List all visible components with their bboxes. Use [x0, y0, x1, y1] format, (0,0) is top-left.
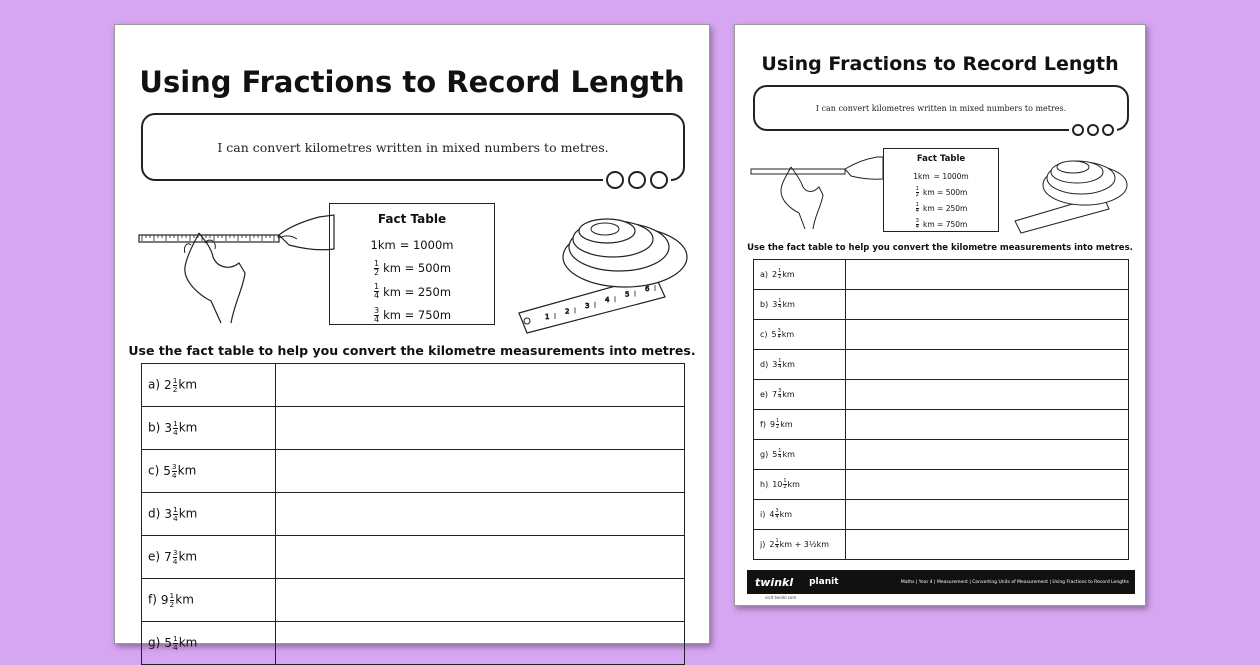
question-whole: 3 — [772, 360, 778, 369]
brand-logo: twinkl — [755, 575, 794, 589]
fact-numerator: 1 — [915, 201, 919, 208]
question-row — [142, 579, 685, 622]
fact-table-heading: Fact Table — [377, 212, 447, 226]
question-fraction — [173, 549, 178, 565]
question-whole: 9 — [769, 420, 776, 429]
fact-denominator: 2 — [373, 267, 380, 277]
question-cell — [754, 320, 846, 350]
question-numerator: 3 — [777, 328, 781, 335]
fact-value: km = 750m — [383, 308, 452, 323]
answer-input[interactable] — [846, 380, 1129, 410]
fact-denominator: 2 — [915, 191, 919, 198]
question-whole: 2 — [164, 377, 172, 392]
tape-number: 6 — [645, 285, 650, 293]
fact-fraction — [374, 260, 379, 277]
question-unit: km — [175, 592, 194, 607]
question-cell — [142, 536, 276, 579]
question-unit: km — [780, 420, 793, 429]
question-unit: km — [782, 450, 795, 459]
question-label: g) — [148, 635, 161, 650]
question-unit: km — [178, 506, 198, 521]
question-whole: 2 — [769, 540, 775, 549]
question-cell — [142, 407, 276, 450]
question-unit: km — [178, 420, 198, 435]
question-fraction — [778, 299, 781, 310]
question-denominator: 4 — [172, 513, 178, 523]
fact-table-small — [883, 148, 999, 232]
question-row — [754, 380, 1129, 410]
question-numerator: 3 — [778, 388, 782, 395]
fact-row — [884, 217, 998, 233]
fact-numerator: 1 — [915, 185, 919, 192]
question-row — [142, 622, 685, 665]
question-numerator: 3 — [172, 548, 178, 558]
question-unit: km — [782, 270, 795, 279]
question-row — [754, 290, 1129, 320]
question-denominator: 4 — [172, 642, 178, 652]
answer-input[interactable] — [846, 470, 1129, 500]
answer-input[interactable] — [276, 364, 685, 407]
question-numerator: 1 — [172, 634, 178, 644]
question-whole: 7 — [772, 390, 778, 399]
question-row — [142, 450, 685, 493]
fact-table — [329, 203, 495, 325]
question-denominator: 4 — [778, 394, 782, 400]
question-unit: km — [779, 510, 793, 519]
question-cell — [754, 410, 846, 440]
question-label: i) — [760, 510, 766, 519]
question-cell — [754, 470, 846, 500]
answer-input[interactable] — [846, 530, 1129, 560]
tape-number: 2 — [565, 307, 570, 316]
question-row — [754, 500, 1129, 530]
question-numerator: 1 — [778, 448, 782, 455]
tape-number: 1 — [545, 313, 550, 321]
hand-ruler-icon — [139, 205, 339, 325]
fact-value: km = 250m — [383, 284, 452, 299]
question-label: c) — [760, 330, 768, 339]
fact-denominator: 4 — [373, 314, 380, 324]
question-denominator: 2 — [169, 599, 175, 609]
question-denominator: 4 — [778, 304, 782, 310]
question-row — [754, 350, 1129, 380]
question-row — [142, 364, 685, 407]
question-fraction — [173, 635, 178, 651]
question-numerator: 1 — [172, 419, 178, 429]
question-whole: 5 — [164, 635, 172, 650]
question-fraction — [778, 449, 781, 460]
answer-table — [141, 363, 685, 665]
answer-input[interactable] — [846, 260, 1129, 290]
question-numerator: 1 — [778, 268, 782, 275]
question-unit: km — [178, 549, 198, 564]
question-fraction — [776, 419, 779, 430]
tape-number: 4 — [605, 296, 610, 305]
question-unit: km — [782, 360, 795, 369]
fact-fraction — [374, 307, 379, 324]
question-numerator: 1 — [776, 418, 780, 425]
answer-input[interactable] — [276, 493, 685, 536]
fact-value: = 1000m — [399, 237, 454, 252]
question-label: g) — [760, 450, 769, 459]
answer-input[interactable] — [846, 350, 1129, 380]
fact-value: km = 250m — [923, 203, 968, 213]
brand-tagline: planit — [809, 577, 839, 587]
question-cell — [754, 530, 846, 560]
question-cell — [142, 493, 276, 536]
question-denominator: 4 — [777, 334, 781, 340]
footer-breadcrumb: Maths | Year 4 | Measurement | Converting Units of Measurement | Using Fractions to Record Lengths — [900, 579, 1129, 585]
question-unit: km — [781, 330, 795, 339]
page-title-small: Using Fractions to Record Length — [761, 53, 1119, 75]
question-numerator: 3 — [171, 462, 177, 472]
tape-number: 3 — [585, 301, 590, 310]
question-cell — [142, 579, 276, 622]
question-cell — [754, 350, 846, 380]
fact-row — [884, 168, 998, 184]
question-numerator: 3 — [775, 508, 779, 515]
tape-measure-icon — [515, 205, 695, 335]
question-denominator: 4 — [171, 470, 177, 480]
question-fraction — [173, 377, 178, 393]
fact-row — [330, 233, 494, 257]
fact-denominator: 4 — [373, 291, 380, 301]
answer-input[interactable] — [276, 579, 685, 622]
question-whole: 7 — [164, 549, 172, 564]
question-numerator: 1 — [778, 298, 782, 305]
question-cell — [142, 364, 276, 407]
question-numerator: 1 — [783, 478, 787, 485]
question-numerator: 1 — [775, 538, 779, 545]
fact-value: = 1000m — [933, 171, 969, 181]
question-denominator: 4 — [172, 427, 178, 437]
question-fraction — [778, 359, 781, 370]
question-label: a) — [760, 270, 769, 279]
question-fraction — [778, 269, 781, 280]
question-denominator: 2 — [776, 424, 780, 430]
rings-decoration — [603, 171, 671, 189]
question-label: b) — [148, 420, 161, 435]
question-fraction — [173, 506, 178, 522]
question-label: f) — [148, 592, 157, 607]
question-whole: 4 — [769, 510, 775, 519]
fact-row — [884, 200, 998, 216]
question-whole: 5 — [772, 450, 778, 459]
question-denominator: 2 — [172, 384, 178, 394]
answer-input[interactable] — [846, 290, 1129, 320]
question-whole: 3 — [164, 506, 172, 521]
question-label: a) — [148, 377, 161, 392]
question-fraction — [778, 389, 781, 400]
fact-numerator: 3 — [373, 305, 380, 315]
question-unit: km — [782, 390, 795, 399]
fact-fraction — [916, 219, 919, 231]
question-label: c) — [148, 463, 160, 478]
fact-fraction — [916, 187, 919, 199]
question-fraction — [173, 420, 178, 436]
question-label: h) — [760, 480, 769, 489]
question-whole: 5 — [163, 463, 171, 478]
question-numerator: 1 — [778, 358, 782, 365]
question-whole: 9 — [160, 592, 169, 607]
instruction-text-small: Use the fact table to help you convert the kilometre measurements into metres. — [747, 243, 1133, 253]
question-numerator: 1 — [172, 505, 178, 515]
fact-value: km = 750m — [923, 220, 968, 230]
answer-input[interactable] — [276, 450, 685, 493]
question-label: b) — [760, 300, 769, 309]
question-row — [142, 493, 685, 536]
fact-table-heading-small: Fact Table — [916, 154, 966, 164]
fact-numerator: 3 — [915, 217, 919, 224]
question-unit: km — [178, 635, 198, 650]
question-unit: km — [177, 463, 197, 478]
fact-row — [330, 280, 494, 304]
question-fraction — [775, 509, 778, 520]
fact-row — [884, 184, 998, 200]
question-unit: km — [787, 480, 800, 489]
question-row — [142, 407, 685, 450]
answer-input[interactable] — [276, 622, 685, 665]
question-row — [754, 320, 1129, 350]
fact-numerator: 1 — [373, 282, 380, 292]
objective-box: I can convert kilometres written in mixed numbers to metres. — [141, 113, 685, 181]
tape-measure-icon-small — [1013, 151, 1133, 231]
question-cell — [142, 622, 276, 665]
question-fraction — [172, 463, 177, 479]
question-whole: 3 — [164, 420, 172, 435]
question-cell — [754, 260, 846, 290]
question-numerator: 1 — [172, 376, 178, 386]
hand-ruler-icon-small — [751, 149, 885, 229]
question-cell — [754, 380, 846, 410]
question-whole: 2 — [772, 270, 778, 279]
question-unit: km — [178, 377, 198, 392]
question-denominator: 4 — [775, 514, 779, 520]
objective-box-small: I can convert kilometres written in mixed numbers to metres. — [753, 85, 1129, 131]
answer-input[interactable] — [846, 320, 1129, 350]
question-label: e) — [148, 549, 161, 564]
answer-input[interactable] — [846, 440, 1129, 470]
fact-row — [330, 304, 494, 328]
footer-url: visit twinkl.com — [765, 595, 797, 600]
question-denominator: 2 — [778, 274, 782, 280]
answer-table-small — [753, 259, 1129, 560]
question-whole: 10 — [772, 480, 783, 489]
question-whole: 5 — [771, 330, 777, 339]
fact-row — [330, 257, 494, 281]
page-title: Using Fractions to Record Length — [139, 65, 685, 99]
worksheet-large — [114, 24, 710, 652]
question-row — [754, 440, 1129, 470]
fact-prefix: 1km — [913, 171, 930, 181]
question-label: f) — [760, 420, 766, 429]
question-row — [754, 470, 1129, 500]
question-cell — [754, 290, 846, 320]
answer-input[interactable] — [276, 407, 685, 450]
fact-fraction — [916, 203, 919, 215]
question-row — [754, 530, 1129, 560]
fact-value: km = 500m — [383, 261, 452, 276]
question-denominator: 2 — [783, 484, 787, 490]
answer-input[interactable] — [846, 500, 1129, 530]
question-row — [142, 536, 685, 579]
footer-bar — [747, 570, 1135, 594]
worksheet-small — [734, 24, 1146, 606]
question-fraction — [775, 539, 778, 550]
question-fraction — [170, 592, 175, 608]
fact-denominator: 4 — [915, 224, 919, 231]
question-whole: 3 — [772, 300, 778, 309]
fact-value: km = 500m — [923, 187, 968, 197]
answer-input[interactable] — [846, 410, 1129, 440]
question-label: d) — [760, 360, 769, 369]
fact-fraction — [374, 283, 379, 300]
question-fraction — [778, 329, 781, 340]
question-cell — [142, 450, 276, 493]
question-cell — [754, 500, 846, 530]
question-denominator: 4 — [172, 556, 178, 566]
fact-denominator: 4 — [915, 207, 919, 214]
question-denominator: 4 — [778, 454, 782, 460]
question-label: d) — [148, 506, 161, 521]
question-label: e) — [760, 390, 769, 399]
question-row — [754, 260, 1129, 290]
question-unit: km + 3½km — [779, 540, 830, 549]
question-denominator: 4 — [778, 364, 782, 370]
question-fraction — [783, 479, 786, 490]
fact-prefix: 1km — [370, 237, 396, 252]
rings-decoration-small — [1069, 124, 1117, 136]
question-cell — [754, 440, 846, 470]
tape-number: 5 — [625, 290, 630, 299]
instruction-text: Use the fact table to help you convert the kilometre measurements into metres. — [128, 343, 696, 358]
question-numerator: 1 — [169, 591, 175, 601]
question-row — [754, 410, 1129, 440]
answer-input[interactable] — [276, 536, 685, 579]
question-label: j) — [760, 540, 766, 549]
question-unit: km — [782, 300, 795, 309]
fact-numerator: 1 — [373, 258, 380, 268]
question-denominator: 4 — [775, 544, 779, 550]
